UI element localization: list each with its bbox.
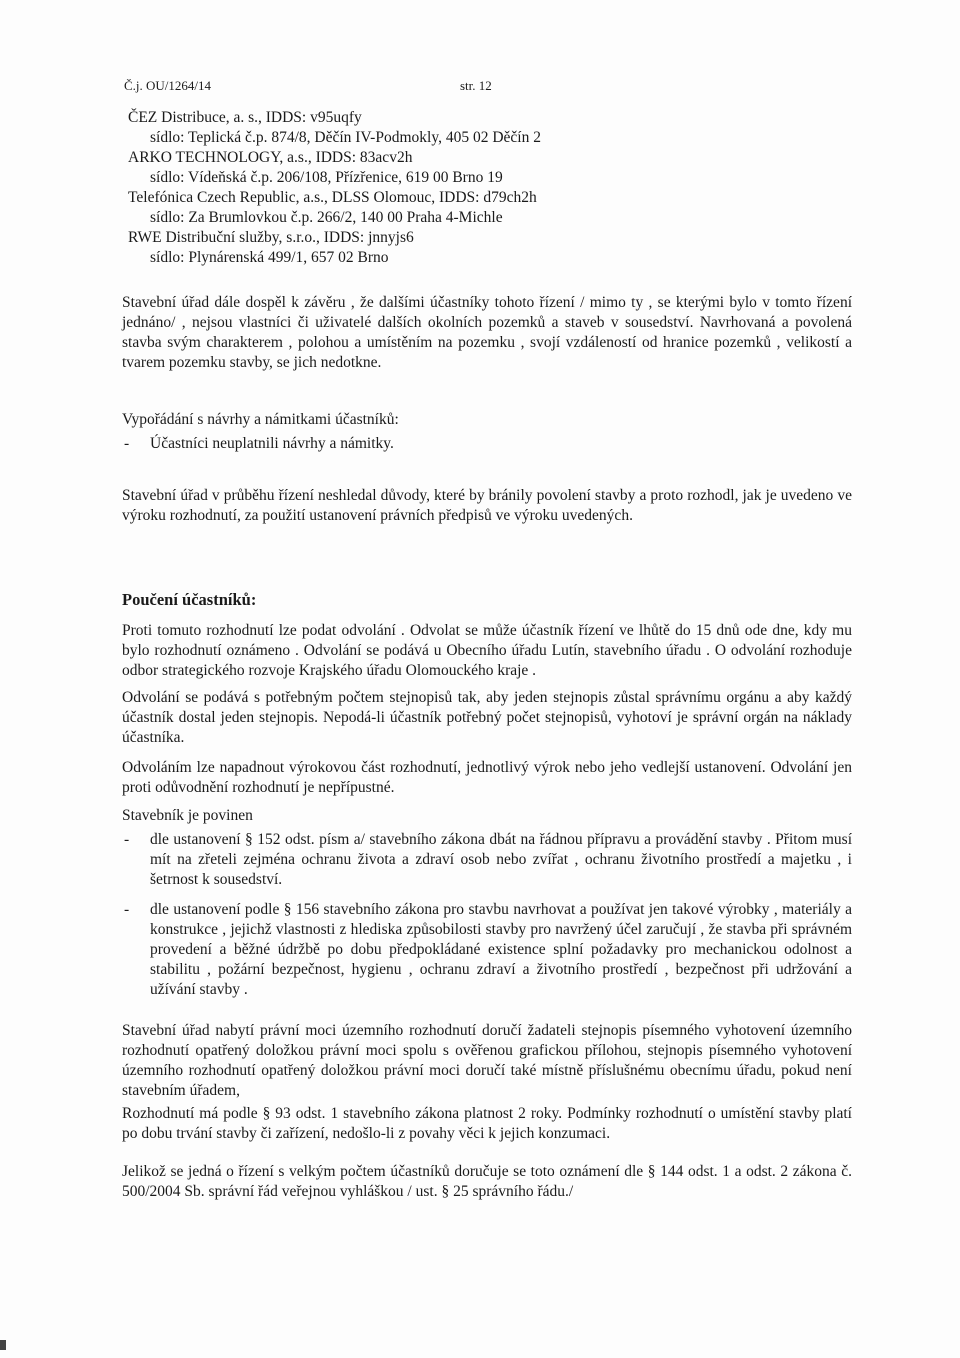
addressee-name: RWE Distribuční služby, s.r.o., IDDS: jnnyjs6 xyxy=(128,229,414,246)
appeal-paragraph: Proti tomuto rozhodnutí lze podat odvolání . Odvolat se může účastník řízení ve lhůtě do 15 dnů ode dne, kdy mu bylo rozhodnutí oznámeno . Odvolání se podává u Obecního úřadu Lutín, stavebního úřadu . O odvolání rozhoduje odbor strategického rozvoje Krajského úřadu Olomouckého kraje . xyxy=(122,622,852,679)
addressee-name: Telefónica Czech Republic, a.s., DLSS Olomouc, IDDS: d79ch2h xyxy=(128,189,537,206)
neighbors-paragraph: Stavební úřad dále dospěl k závěru , že dalšími účastníky tohoto řízení / mimo ty , se kterými bylo v tomto řízení jednáno/ , nejsou vlastníci či uživatelé dalších okolních pozemků a staveb v sousedství. Navrhovaná a povolená stavba svým charakterem , polohou a umístěním na pozemku , svojí vzdáleností od hranice pozemků , velikostí a tvarem pozemku stavby, se jich nedotkne. xyxy=(122,294,852,371)
reference-number: Č.j. OU/1264/14 xyxy=(124,78,212,93)
addressee-name: ARKO TECHNOLOGY, a.s., IDDS: 83acv2h xyxy=(128,149,413,166)
instruction-heading: Poučení účastníků: xyxy=(122,590,257,609)
addressee-seat: sídlo: Plynárenská 499/1, 657 02 Brno xyxy=(150,249,389,266)
addressee-seat: sídlo: Za Brumlovkou č.p. 266/2, 140 00 Praha 4-Michle xyxy=(150,209,503,226)
validity-paragraph: Rozhodnutí má podle § 93 odst. 1 stavebního zákona platnost 2 roky. Podmínky rozhodnutí o umístění stavby platí po dobu trvání stavby či zařízení, nedošlo-li z povahy věci k jejich konzumaci. xyxy=(122,1105,852,1142)
builder-heading: Stavebník je povinen xyxy=(122,807,253,824)
objections-heading: Vypořádání s návrhy a námitkami účastníků: xyxy=(122,411,399,428)
addressee-list xyxy=(128,108,848,268)
list-item: - dle ustanovení § 152 odst. písm a/ stavebního zákona dbát na řádnou přípravu a provádění stavby . Přitom musí mít na zřeteli zejména ochranu života a zdraví osob nebo zvířat , ochranu životního prostředí a majetku , i šetrnost k sousedství. xyxy=(122,830,852,890)
list-item: - Účastníci neuplatnili návrhy a námitky. xyxy=(122,434,852,454)
copies-paragraph: Odvolání se podává s potřebným počtem stejnopisů tak, aby jeden stejnopis zůstal správnímu orgánu a aby každý účastník dostal jeden stejnopis. Nepodá-li účastník potřebný počet stejnopisů, vyhotoví je správní orgán na náklady účastníka. xyxy=(122,689,852,746)
decision-paragraph: Stavební úřad v průběhu řízení neshledal důvody, které by bránily povolení stavby a proto rozhodl, jak je uvedeno ve výroku rozhodnutí, za použití ustanovení právních předpisů ve výroku uvedených. xyxy=(122,487,852,524)
addressee-seat: sídlo: Vídeňská č.p. 206/108, Přízřenice, 619 00 Brno 19 xyxy=(150,169,503,186)
objections-list xyxy=(122,434,852,454)
scan-edge-mark xyxy=(0,1340,6,1350)
builder-duties-list xyxy=(122,830,852,1000)
addressee-name: ČEZ Distribuce, a. s., IDDS: v95uqfy xyxy=(128,109,362,126)
addressee-seat: sídlo: Teplická č.p. 874/8, Děčín IV-Podmokly, 405 02 Děčín 2 xyxy=(150,129,541,146)
legal-force-paragraph: Stavební úřad nabytí právní moci územního rozhodnutí doručí žadateli stejnopis písemného vyhotovení územního rozhodnutí opatřený doložkou právní moci spolu s ověřenou grafickou přílohou, stejnopis písemného vyhotovení územního rozhodnutí opatřený doložkou právní moci doručí také místně příslušnému obecnímu úřadu, pokud není stavebním úřadem, xyxy=(122,1022,852,1099)
justification-paragraph: Odvoláním lze napadnout výrokovou část rozhodnutí, jednotlivý výrok nebo jeho vedlejší ustanovení. Odvolání jen proti odůvodnění rozhodnutí je nepřípustné. xyxy=(122,759,852,796)
page-number: str. 12 xyxy=(460,78,492,93)
delivery-paragraph: Jelikož se jedná o řízení s velkým počtem účastníků doručuje se toto oznámení dle § 144 odst. 1 a odst. 2 zákona č. 500/2004 Sb. správní řád veřejnou vyhláškou / ust. § 25 správního řádu./ xyxy=(122,1163,852,1200)
list-item: - dle ustanovení podle § 156 stavebního zákona pro stavbu navrhovat a používat jen takové výrobky , materiály a konstrukce , jejichž vlastnosti z hlediska způsobilosti stavby pro navržený účel zaručují , že stavba při správném provedení a běžné údržbě po dobu předpokládané existence splní požadavky pro mechanickou odolnost a stabilitu , požární bezpečnost, hygienu , ochranu zdraví a životního prostředí , bezpečnost při udržování a užívání stavby . xyxy=(122,900,852,1000)
